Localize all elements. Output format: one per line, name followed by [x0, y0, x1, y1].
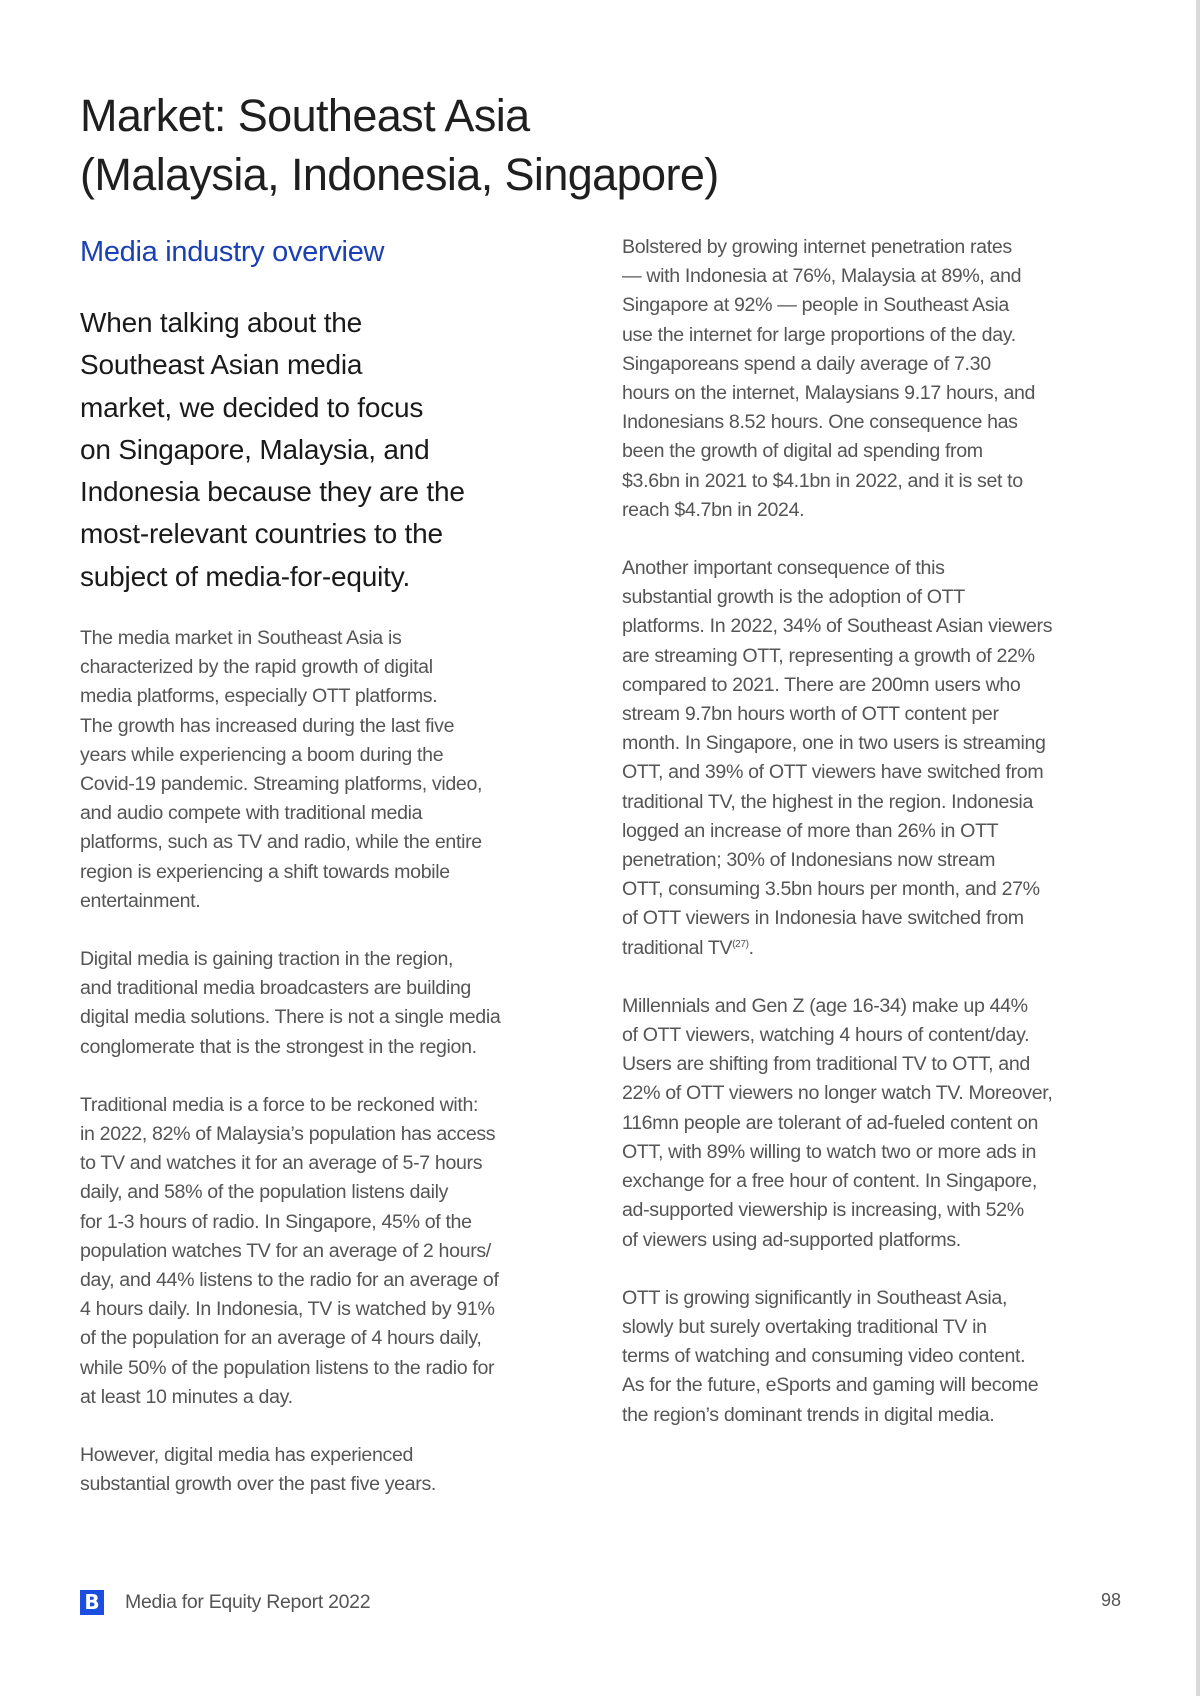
text-line — [622, 408, 1092, 437]
body-paragraph — [622, 554, 1092, 963]
trailing-punctuation: . — [748, 936, 754, 959]
text-line-content: entertainment. — [80, 889, 201, 912]
lead-line: Southeast Asian media — [80, 349, 363, 381]
text-line-content: substantial growth over the past five years. — [80, 1473, 436, 1496]
text-line — [80, 1470, 550, 1499]
text-line-content: of the population for an average of 4 hours daily, — [80, 1327, 482, 1350]
text-line — [622, 700, 1092, 729]
text-line — [80, 1266, 550, 1295]
text-line — [80, 974, 550, 1003]
text-line — [622, 642, 1092, 671]
text-line — [80, 1091, 550, 1120]
text-line — [622, 904, 1092, 933]
text-line-content: As for the future, eSports and gaming will become — [622, 1374, 1039, 1397]
text-line-content: The media market in Southeast Asia is — [80, 627, 402, 649]
text-line — [80, 887, 550, 916]
text-line — [622, 817, 1092, 846]
text-line-content: terms of watching and consuming video content. — [622, 1345, 1026, 1368]
text-line-content: of viewers using ad-supported platforms. — [622, 1228, 961, 1251]
text-line — [80, 770, 550, 799]
text-line-content: of OTT viewers, watching 4 hours of content/day. — [622, 1024, 1030, 1047]
text-line — [622, 1371, 1092, 1400]
text-line-content: — with Indonesia at 76%, Malaysia at 89%, and — [622, 265, 1022, 288]
text-line-content: media platforms, especially OTT platforms. — [80, 685, 438, 708]
text-line-content: at least 10 minutes a day. — [80, 1385, 293, 1408]
text-line — [622, 321, 1092, 350]
text-line — [80, 682, 550, 711]
text-line — [622, 992, 1092, 1021]
text-line-content: platforms. In 2022, 34% of Southeast Asian viewers — [622, 615, 1053, 638]
body-paragraph — [80, 1091, 550, 1412]
text-line — [622, 1079, 1092, 1108]
text-line-content: Singaporeans spend a daily average of 7.30 — [622, 352, 991, 375]
text-line — [622, 262, 1092, 291]
text-line-content: conglomerate that is the strongest in the region. — [80, 1035, 477, 1058]
text-line-content: region is experiencing a shift towards mobile — [80, 860, 450, 883]
text-line-content: The growth has increased during the last five — [80, 714, 455, 737]
text-line — [622, 934, 1092, 963]
text-line — [80, 1003, 550, 1032]
text-line — [622, 583, 1092, 612]
text-line-content: Millennials and Gen Z (age 16-34) make up 44% — [622, 994, 1028, 1017]
text-line-content: penetration; 30% of Indonesians now stream — [622, 849, 996, 872]
text-line-content: to TV and watches it for an average of 5-7 hours — [80, 1152, 483, 1175]
text-line-content: Another important consequence of this — [622, 557, 945, 580]
text-line — [80, 1295, 550, 1324]
text-line-content: for 1-3 hours of radio. In Singapore, 45% of the — [80, 1210, 472, 1233]
text-line — [622, 788, 1092, 817]
text-line-content: Indonesians 8.52 hours. One consequence has — [622, 411, 1018, 434]
text-line — [80, 1120, 550, 1149]
page-number: 98 — [1100, 1590, 1121, 1610]
text-line — [80, 712, 550, 741]
page-title-line: (Malaysia, Indonesia, Singapore) — [80, 149, 719, 200]
page-title-line: Market: Southeast Asia — [80, 90, 530, 141]
text-line-content: day, and 44% listens to the radio for an average of — [80, 1269, 499, 1292]
text-line-content: Traditional media is a force to be reckoned with: — [80, 1093, 479, 1116]
lead-paragraph — [80, 302, 550, 598]
text-line-content: OTT, and 39% of OTT viewers have switched from — [622, 761, 1044, 784]
text-line — [622, 1313, 1092, 1342]
text-line — [622, 875, 1092, 904]
text-line-content: Digital media is gaining traction in the region, — [80, 948, 454, 971]
text-line — [80, 945, 550, 974]
text-line-content: traditional TV — [622, 936, 733, 959]
text-line-content: substantial growth is the adoption of OTT — [622, 586, 965, 609]
text-line — [80, 858, 550, 887]
text-line — [622, 379, 1092, 408]
text-line-content: been the growth of digital ad spending from — [622, 440, 983, 463]
text-line-content: population watches TV for an average of 2 hours/ — [80, 1239, 491, 1262]
text-line — [622, 1109, 1092, 1138]
text-line-content: logged an increase of more than 26% in OTT — [622, 819, 999, 842]
page-edge — [1196, 0, 1200, 1696]
lead-line: When talking about the — [80, 307, 363, 338]
body-paragraph — [622, 992, 1092, 1255]
text-line-content: platforms, such as TV and radio, while the entire — [80, 831, 482, 854]
text-line-content: in 2022, 82% of Malaysia’s population has access — [80, 1123, 496, 1146]
text-line-content: exchange for a free hour of content. In Singapore, — [622, 1170, 1037, 1193]
report-title: Media for Equity Report 2022 — [125, 1590, 371, 1613]
text-line — [80, 1208, 550, 1237]
text-line-content: Covid-19 pandemic. Streaming platforms, video, — [80, 773, 483, 796]
text-line — [80, 828, 550, 857]
text-line-content: traditional TV, the highest in the region. Indonesia — [622, 790, 1033, 813]
right-column — [622, 233, 1092, 1459]
text-line-content: $3.6bn in 2021 to $4.1bn in 2022, and it is set to — [622, 469, 1023, 492]
brand-b-logo-icon: B — [80, 1590, 104, 1615]
text-line — [622, 291, 1092, 320]
text-line — [622, 554, 1092, 583]
body-paragraph — [622, 233, 1092, 525]
text-line — [80, 1033, 550, 1062]
text-line-content: Singapore at 92% — people in Southeast Asia — [622, 294, 1009, 317]
text-line — [622, 233, 1092, 262]
footnote-reference: (27) — [732, 938, 749, 950]
text-line-content: hours on the internet, Malaysians 9.17 hours, and — [622, 382, 1036, 405]
text-line-content: characterized by the rapid growth of digital — [80, 656, 433, 679]
section-heading: Media industry overview — [80, 236, 385, 268]
page-title — [80, 86, 719, 204]
text-line — [80, 799, 550, 828]
footer — [80, 1588, 370, 1616]
text-line — [622, 350, 1092, 379]
text-line — [80, 1237, 550, 1266]
text-line — [80, 1178, 550, 1207]
text-line-content: slowly but surely overtaking traditional TV in — [622, 1315, 987, 1338]
text-line-content: OTT, with 89% willing to watch two or more ads in — [622, 1140, 1037, 1163]
body-paragraph — [622, 1284, 1092, 1430]
body-paragraph — [80, 1441, 550, 1499]
text-line-content: stream 9.7bn hours worth of OTT content per — [622, 703, 999, 726]
lead-line: Indonesia because they are the — [80, 476, 465, 508]
text-line-content: compared to 2021. There are 200mn users who — [622, 673, 1021, 696]
text-line — [622, 1167, 1092, 1196]
lead-line: subject of media-for-equity. — [80, 560, 411, 592]
text-line-content: the region’s dominant trends in digital media. — [622, 1403, 995, 1426]
text-line — [80, 1354, 550, 1383]
text-line — [622, 612, 1092, 641]
text-line — [622, 671, 1092, 700]
lead-line: most-relevant countries to the — [80, 518, 443, 550]
text-line — [622, 1050, 1092, 1079]
text-line-content: reach $4.7bn in 2024. — [622, 498, 805, 521]
text-line-content: 22% of OTT viewers no longer watch TV. Moreover, — [622, 1082, 1053, 1105]
text-line-content: Users are shifting from traditional TV to OTT, and — [622, 1053, 1030, 1076]
text-line — [622, 1226, 1092, 1255]
text-line-content: and traditional media broadcasters are building — [80, 977, 471, 1000]
text-line-content: and audio compete with traditional media — [80, 802, 423, 825]
lead-line: on Singapore, Malaysia, and — [80, 433, 430, 465]
text-line — [80, 1441, 550, 1470]
text-line-content: 4 hours daily. In Indonesia, TV is watched by 91% — [80, 1298, 495, 1321]
text-line-content: while 50% of the population listens to the radio for — [80, 1356, 495, 1379]
text-line — [622, 1401, 1092, 1430]
text-line-content: OTT, consuming 3.5bn hours per month, and 27% — [622, 878, 1040, 901]
text-line-content: digital media solutions. There is not a single media — [80, 1006, 501, 1029]
text-line — [622, 1138, 1092, 1167]
text-line — [80, 1149, 550, 1178]
text-line — [80, 741, 550, 770]
text-line-content: Bolstered by growing internet penetration rates — [622, 236, 1012, 258]
text-line — [80, 1383, 550, 1412]
body-paragraph — [80, 945, 550, 1062]
text-line — [622, 1196, 1092, 1225]
text-line-content: daily, and 58% of the population listens daily — [80, 1181, 449, 1204]
text-line — [622, 846, 1092, 875]
text-line-content: month. In Singapore, one in two users is streaming — [622, 732, 1046, 755]
text-line — [622, 729, 1092, 758]
text-line — [80, 653, 550, 682]
text-line — [622, 758, 1092, 787]
text-line-content: ad-supported viewership is increasing, with 52% — [622, 1199, 1024, 1222]
body-paragraph — [80, 624, 550, 916]
text-line-content: are streaming OTT, representing a growth of 22% — [622, 644, 1035, 667]
text-line-content: years while experiencing a boom during the — [80, 743, 444, 766]
text-line — [622, 1342, 1092, 1371]
text-line — [622, 1021, 1092, 1050]
text-line-content: use the internet for large proportions of the day. — [622, 323, 1016, 346]
text-line — [622, 437, 1092, 466]
text-line-content: of OTT viewers in Indonesia have switched from — [622, 907, 1024, 930]
text-line-content: However, digital media has experienced — [80, 1444, 414, 1467]
text-line — [80, 1324, 550, 1353]
text-line — [622, 496, 1092, 525]
text-line — [622, 467, 1092, 496]
left-column — [80, 624, 550, 1528]
text-line-content: 116mn people are tolerant of ad-fueled content on — [622, 1111, 1039, 1134]
text-line — [622, 1284, 1092, 1313]
text-line — [80, 624, 550, 653]
text-line-content: OTT is growing significantly in Southeast Asia, — [622, 1286, 1008, 1309]
lead-line: market, we decided to focus — [80, 391, 424, 423]
